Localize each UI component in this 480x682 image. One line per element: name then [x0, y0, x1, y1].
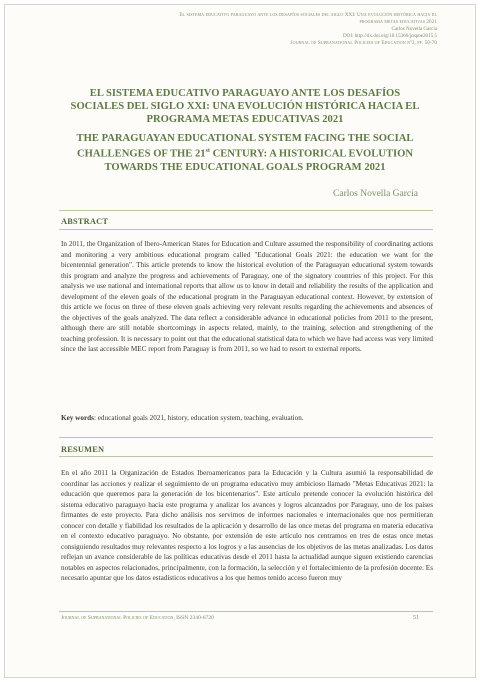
english-title-part1: THE PARAGUAYAN EDUCATIONAL SYSTEM FACING THE SOCIAL CHALLENGES OF THE 21 [76, 133, 414, 160]
page-number: 51 [413, 615, 419, 621]
running-head-title: El sistema educativo paraguayo ante los desafíos sociales del siglo XXI: Una evolución histórica hacia el [179, 12, 437, 18]
keywords [61, 413, 433, 424]
running-head-title-cont: programa metas educativas 2021 [359, 19, 437, 25]
divider [59, 437, 433, 438]
keywords-text: : educational goals 2021, history, education system, teaching, evaluation. [93, 414, 304, 422]
divider [59, 210, 433, 211]
running-head-doi: DOI: http://dx.doi.org/10.15366/jospoe2015.5 [343, 33, 437, 39]
resumen-text: En el año 2011 la Organización de Estados Iberoamericanos para la Educación y la Cultura asumió la responsabilidad de coordinar las acciones y realizar el seguimiento de un programa educativo muy ambicioso llamado "Metas Educativas 2021: la educación que queremos para la generación de los bicentenarios". Este artículo pretende conocer la evolución histórica del sistema educativo paraguayo hacia este programa y analizar los avances y logros alcanzados por Paraguay, uno de los países firmantes de este proyecto. Para dicho análisis nos servimos de informes nacionales e internacionales que nos permitieran conocer con detalle y fiabilidad los resultados de la aplicación y desarrollo de las once metas del programa en materia educativa en el contexto educativo paraguayo. No obstante, por extensión de este artículo nos centramos en tres de estas once metas consiguiendo resultados muy relevantes respecto a los logros y a las ausencias de los objetivos de las metas analizadas. Los datos reflejan un avance considerable de las políticas educativas desde el 2011 hasta la actualidad aunque siguen existiendo carencias notables en aspectos relacionados, principalmente, con la formación, la selección y el fortalecimiento de la profesión docente. Es necesario apuntar que los datos estadísticos educativos a los que hemos tenido acceso fueron muy [61, 469, 433, 582]
divider [59, 456, 433, 457]
document-page [4, 4, 476, 678]
english-title-superscript: st [205, 148, 210, 154]
running-head-author: Carlos Novella García [391, 26, 437, 32]
footer-divider [59, 611, 433, 612]
divider [59, 229, 433, 230]
keywords-label: Key words [61, 414, 94, 422]
abstract-text: In 2011, the Organization of Ibero-American States for Education and Culture assumed the responsibility of coordinating actions and monitoring a very ambitious educational program called "Educational Goals 2021: the education we want for the bicentennial generation". This article pretends to know the historical evolution of the Paraguayan educational system towards this program and analyze the progress and achievements of Paraguay, one of the signatory countries of this project. For this analysis we use national and international reports that allow us to know in detail and reliability the results of the application and development of the eleven goals of the educational program in the Paraguayan educational context. However, by extension of this article we focus on three of these eleven goals achieving very relevant results regarding the achievements and absences of the objectives of the goals analyzed. The data reflect a considerable advance in educational policies from 2011 to the present, although there are still notable shortcomings in aspects related, mainly, to the training, selection and strengthening of the teaching profession. It is necessary to point out that the educational statistical data to which we have had access was very limited since the last accessible MEC report from Paraguay is from 2011, so we had to resort to external reports. [61, 240, 433, 353]
spanish-title: EL SISTEMA EDUCATIVO PARAGUAYO ANTE LOS DESAFÍOS SOCIALES DEL SIGLO XXI: UNA EVOLUCIÓN HISTÓRICA HACIA EL PROGRAMA METAS EDUCATIVAS 2021 [70, 88, 420, 125]
running-head-journal: Journal of Supranational Policies of Education nº3, pp. 50-70 [290, 40, 437, 46]
abstract-heading: ABSTRACT [61, 217, 109, 226]
english-title-part2: CENTURY: A HISTORICAL EVOLUTION TOWARDS THE EDUCATIONAL GOALS PROGRAM 2021 [104, 148, 414, 173]
resumen-heading: RESUMEN [61, 445, 105, 454]
footer-journal: Journal of Supranational Policies of Education, ISSN 2340-6720 [61, 615, 214, 621]
author-name: Carlos Novella García [333, 189, 418, 199]
english-title [61, 132, 429, 174]
running-head [167, 12, 437, 47]
